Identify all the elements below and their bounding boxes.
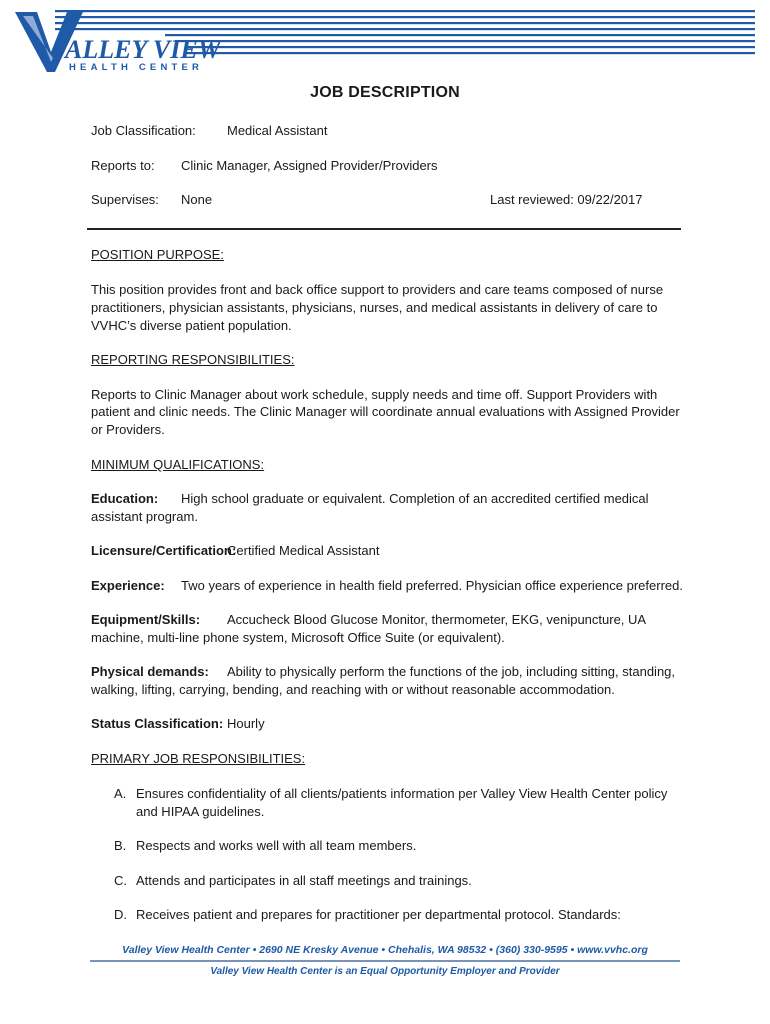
- footer-address: Valley View Health Center • 2690 NE Kresky Avenue • Chehalis, WA 98532 • (360) 330-9595 • www.vvhc.org: [122, 944, 648, 956]
- equipment-value: Accucheck Blood Glucose Monitor, thermometer, EKG, venipuncture, UA: [227, 612, 647, 627]
- list-item-cont: and HIPAA guidelines.: [136, 804, 265, 819]
- logo-name: ALLEY VIEW: [65, 35, 221, 64]
- responsibilities-heading: PRIMARY JOB RESPONSIBILITIES:: [91, 751, 306, 766]
- footer-divider: [90, 960, 680, 962]
- job-classification-value: Medical Assistant: [227, 123, 328, 138]
- reports-to-value: Clinic Manager, Assigned Provider/Providers: [181, 158, 438, 173]
- header-divider: [87, 228, 681, 230]
- document-title: JOB DESCRIPTION: [310, 84, 460, 101]
- equipment-label: Equipment/Skills:: [91, 612, 201, 627]
- experience-label: Experience:: [91, 578, 165, 593]
- purpose-line: VVHC’s diverse patient population.: [91, 318, 292, 333]
- last-reviewed: Last reviewed: 09/22/2017: [490, 192, 643, 207]
- supervises-value: None: [181, 192, 213, 207]
- list-item: Ensures confidentiality of all clients/patients information per Valley View Health Center policy: [136, 786, 668, 801]
- job-classification-label: Job Classification:: [91, 123, 196, 138]
- list-item-marker: D.: [114, 907, 127, 922]
- reports-to-label: Reports to:: [91, 158, 155, 173]
- licensure-value: Certified Medical Assistant: [227, 543, 380, 558]
- experience-value: Two years of experience in health field preferred. Physician office experience preferred.: [181, 578, 683, 593]
- position-purpose-heading: POSITION PURPOSE:: [91, 247, 224, 262]
- education-value: High school graduate or equivalent. Completion of an accredited certified medical: [181, 491, 649, 506]
- reporting-line: patient and clinic needs. The Clinic Manager will coordinate annual evaluations with Assigned Provider: [91, 404, 680, 419]
- physical-demands-label: Physical demands:: [91, 664, 209, 679]
- valley-view-logo: [15, 6, 755, 76]
- physical-demands-value: Ability to physically perform the functions of the job, including sitting, standing,: [227, 664, 676, 679]
- education-value-cont: assistant program.: [91, 509, 198, 524]
- reporting-heading: REPORTING RESPONSIBILITIES:: [91, 352, 295, 367]
- supervises-label: Supervises:: [91, 192, 159, 207]
- list-item-marker: A.: [114, 786, 127, 801]
- physical-demands-value-cont: walking, lifting, carrying, bending, and reaching with or without reasonable accommodation.: [91, 682, 615, 697]
- education-label: Education:: [91, 491, 159, 506]
- licensure-label: Licensure/Certification:: [91, 543, 237, 558]
- purpose-line: This position provides front and back office support to providers and care teams composed of nurse: [91, 282, 664, 297]
- reporting-line: Reports to Clinic Manager about work schedule, supply needs and time off. Support Providers with: [91, 387, 658, 402]
- list-item-marker: C.: [114, 873, 127, 888]
- status-classification-label: Status Classification:: [91, 716, 224, 731]
- purpose-line: practitioners, physician assistants, physicians, nurses, and medical assistants in delivery of care to: [91, 300, 658, 315]
- reporting-line: or Providers.: [91, 422, 165, 437]
- list-item: Respects and works well with all team members.: [136, 838, 417, 853]
- logo-subtitle: HEALTH CENTER: [69, 62, 204, 73]
- list-item: Attends and participates in all staff meetings and trainings.: [136, 873, 472, 888]
- list-item: Receives patient and prepares for practitioner per departmental protocol. Standards:: [136, 907, 621, 922]
- status-classification-value: Hourly: [227, 716, 265, 731]
- equipment-value-cont: machine, multi-line phone system, Microsoft Office Suite (or equivalent).: [91, 630, 505, 645]
- list-item-marker: B.: [114, 838, 127, 853]
- footer-eeo-statement: Valley View Health Center is an Equal Opportunity Employer and Provider: [210, 966, 560, 977]
- qualifications-heading: MINIMUM QUALIFICATIONS:: [91, 457, 265, 472]
